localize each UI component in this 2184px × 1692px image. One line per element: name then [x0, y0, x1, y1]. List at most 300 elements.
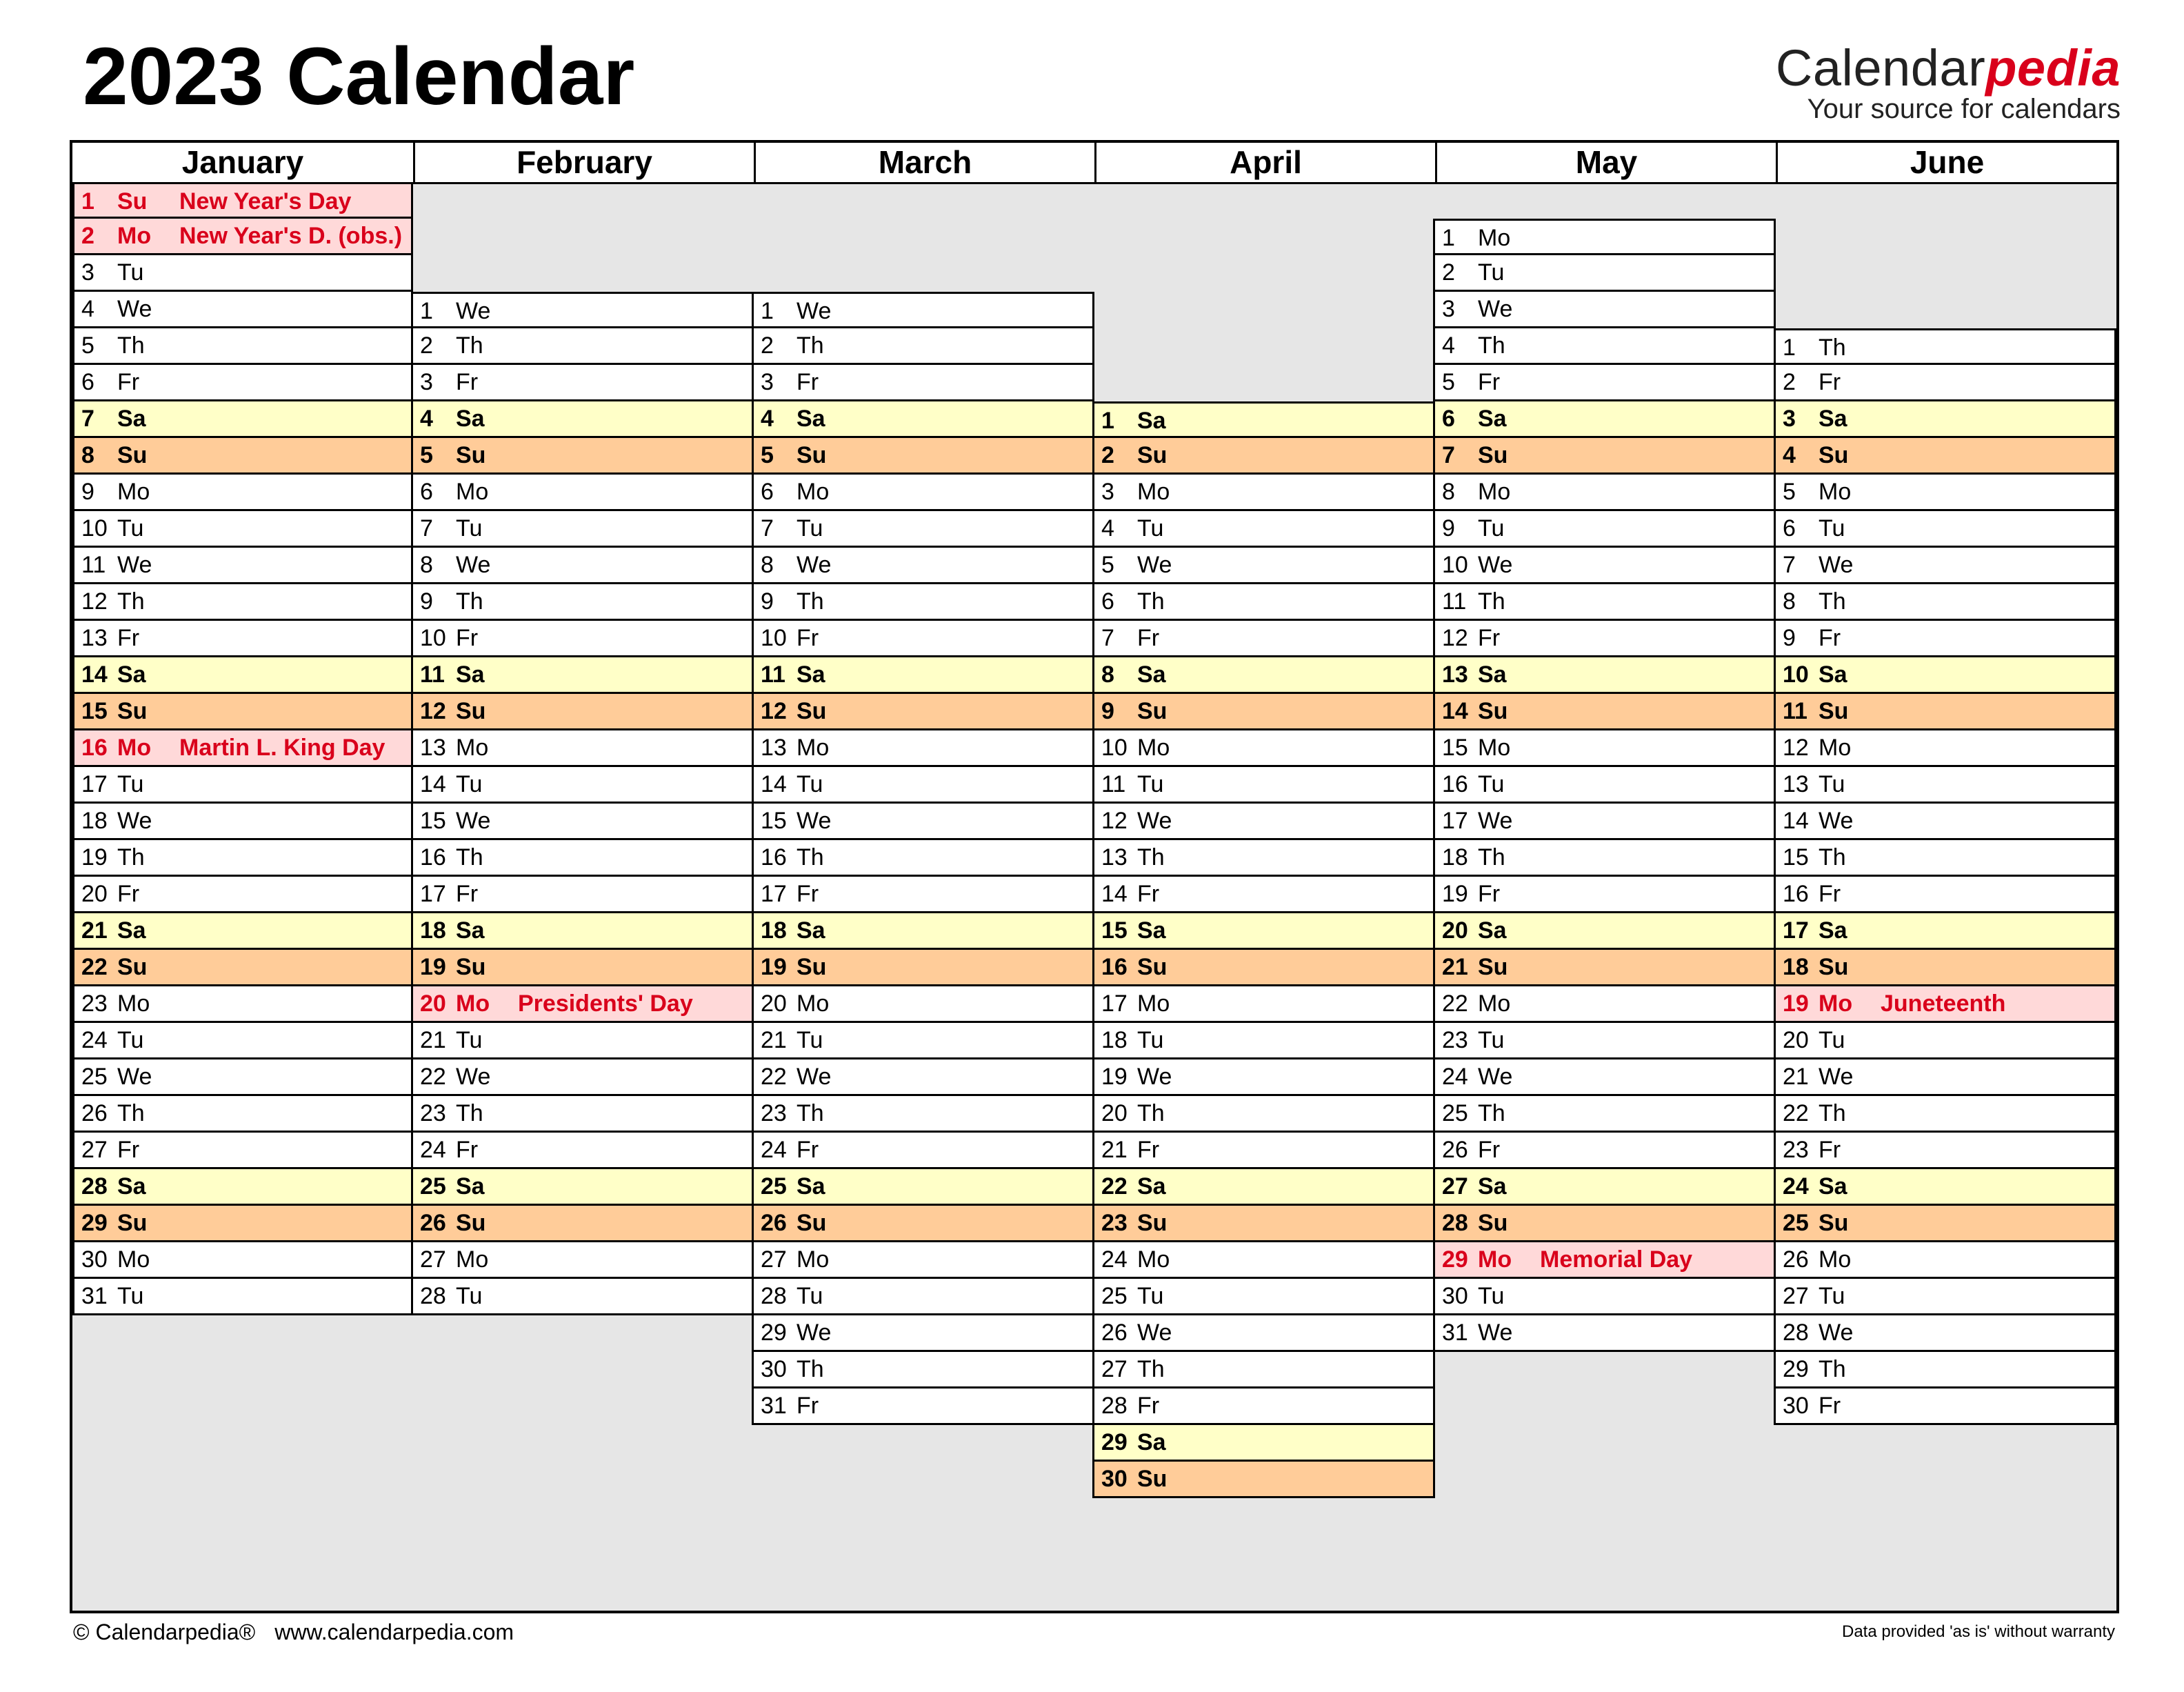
weekday-label: Su — [1137, 954, 1168, 980]
day-number: 17 — [81, 771, 108, 797]
day-number: 29 — [1101, 1429, 1128, 1455]
day-number: 16 — [81, 735, 108, 761]
day-row — [1774, 1350, 2116, 1389]
day-row — [752, 509, 1094, 548]
day-number: 2 — [761, 332, 774, 359]
weekday-label: Mo — [1478, 479, 1511, 505]
weekday-label: Th — [456, 588, 483, 615]
day-number: 8 — [761, 552, 774, 578]
weekday-label: Mo — [456, 991, 490, 1017]
day-row — [752, 1386, 1094, 1425]
day-number: 14 — [420, 771, 446, 797]
weekday-label: Th — [1478, 332, 1505, 359]
weekday-label: Fr — [1137, 625, 1160, 651]
day-row — [411, 399, 754, 438]
day-number: 23 — [81, 991, 108, 1017]
day-number: 4 — [1442, 332, 1455, 359]
day-number: 9 — [761, 588, 774, 615]
day-row — [1092, 1350, 1435, 1389]
weekday-label: Sa — [456, 661, 485, 688]
day-number: 10 — [1783, 661, 1809, 688]
day-row — [1774, 363, 2116, 401]
weekday-label: Th — [456, 844, 483, 870]
weekday-label: Fr — [1819, 1137, 1841, 1163]
day-number: 22 — [1101, 1173, 1128, 1200]
weekday-label: Mo — [1819, 479, 1852, 505]
day-number: 17 — [1783, 917, 1809, 944]
weekday-label: Mo — [456, 1246, 489, 1273]
day-number: 23 — [1101, 1210, 1128, 1236]
day-row — [411, 1021, 754, 1059]
weekday-label: Mo — [1478, 1246, 1512, 1273]
day-number: 6 — [1101, 588, 1114, 615]
day-row — [1774, 948, 2116, 986]
day-number: 8 — [81, 442, 94, 468]
day-number: 28 — [81, 1173, 108, 1200]
day-number: 26 — [420, 1210, 446, 1236]
weekday-label: We — [1478, 808, 1513, 834]
footer-disclaimer: Data provided 'as is' without warranty — [1841, 1622, 2115, 1641]
day-row — [752, 838, 1094, 877]
day-number: 27 — [81, 1137, 108, 1163]
day-number: 17 — [1442, 808, 1468, 834]
weekday-label: Su — [1819, 954, 1849, 980]
day-row — [72, 911, 413, 950]
holiday-name: Juneteenth — [1881, 991, 2006, 1017]
day-number: 17 — [420, 881, 446, 907]
weekday-label: Su — [797, 954, 827, 980]
day-number: 26 — [1783, 1246, 1809, 1273]
day-row — [1433, 1167, 1776, 1206]
weekday-label: Su — [1478, 1210, 1508, 1236]
day-number: 12 — [1442, 625, 1468, 651]
weekday-label: Sa — [456, 1173, 485, 1200]
day-number: 13 — [1442, 661, 1468, 688]
weekday-label: Fr — [797, 625, 819, 651]
weekday-label: Fr — [1478, 1137, 1501, 1163]
day-row — [1774, 582, 2116, 621]
day-row — [1433, 1313, 1776, 1352]
weekday-label: Th — [1137, 1356, 1165, 1382]
day-row — [1092, 1094, 1435, 1133]
day-row — [1433, 838, 1776, 877]
weekday-label: Fr — [1137, 1137, 1160, 1163]
day-number: 22 — [81, 954, 108, 980]
day-row — [72, 326, 413, 365]
weekday-label: Th — [117, 588, 145, 615]
weekday-label: Su — [456, 698, 486, 724]
weekday-label: Th — [1137, 1100, 1165, 1126]
day-row — [752, 363, 1094, 401]
weekday-label: Sa — [117, 917, 146, 944]
weekday-label: Fr — [456, 1137, 479, 1163]
day-row — [72, 619, 413, 657]
day-row — [1433, 1057, 1776, 1096]
weekday-label: We — [1137, 1320, 1172, 1346]
weekday-label: Tu — [797, 1283, 823, 1309]
day-row — [1092, 509, 1435, 548]
day-row — [1433, 728, 1776, 767]
day-row — [72, 984, 413, 1023]
weekday-label: Su — [1819, 442, 1849, 468]
day-row — [1092, 802, 1435, 840]
day-row — [752, 765, 1094, 804]
day-number: 6 — [420, 479, 433, 505]
day-row — [752, 984, 1094, 1023]
day-row — [1092, 582, 1435, 621]
day-number: 28 — [1101, 1393, 1128, 1419]
day-row — [1774, 765, 2116, 804]
day-row — [72, 948, 413, 986]
day-number: 18 — [1783, 954, 1809, 980]
day-row — [752, 1277, 1094, 1315]
day-row — [1774, 1277, 2116, 1315]
day-row — [752, 1240, 1094, 1279]
day-number: 3 — [81, 259, 94, 286]
day-number: 18 — [1442, 844, 1468, 870]
copyright-text: © Calendarpedia® — [73, 1620, 256, 1644]
weekday-label: Mo — [1137, 991, 1170, 1017]
day-number: 10 — [420, 625, 446, 651]
day-row — [1092, 1131, 1435, 1169]
day-number: 21 — [81, 917, 108, 944]
day-row — [72, 802, 413, 840]
day-row — [1433, 363, 1776, 401]
day-number: 8 — [1783, 588, 1796, 615]
day-number: 16 — [1783, 881, 1809, 907]
day-row — [752, 911, 1094, 950]
day-row — [1774, 692, 2116, 730]
day-number: 11 — [81, 552, 106, 578]
day-row — [411, 911, 754, 950]
day-number: 11 — [761, 661, 785, 688]
day-row — [1092, 765, 1435, 804]
day-number: 12 — [1783, 735, 1809, 761]
day-row — [752, 436, 1094, 475]
day-number: 10 — [1101, 735, 1128, 761]
weekday-label: We — [456, 552, 491, 578]
day-number: 10 — [1442, 552, 1468, 578]
day-row — [72, 1131, 413, 1169]
day-row — [1092, 984, 1435, 1023]
weekday-label: Sa — [1137, 917, 1166, 944]
weekday-label: Tu — [1819, 1283, 1845, 1309]
weekday-label: Th — [1478, 844, 1505, 870]
weekday-label: Sa — [1478, 917, 1507, 944]
day-row — [1092, 655, 1435, 694]
day-number: 11 — [420, 661, 445, 688]
day-number: 30 — [81, 1246, 108, 1273]
day-number: 13 — [81, 625, 108, 651]
day-number: 2 — [1442, 259, 1455, 286]
day-row — [411, 363, 754, 401]
day-row — [72, 217, 413, 255]
weekday-label: Su — [117, 954, 148, 980]
day-row — [1433, 1240, 1776, 1279]
day-row — [1092, 546, 1435, 584]
weekday-label: Tu — [456, 771, 483, 797]
day-row — [72, 655, 413, 694]
day-number: 29 — [1442, 1246, 1468, 1273]
day-number: 13 — [761, 735, 787, 761]
day-number: 31 — [81, 1283, 108, 1309]
day-row — [1433, 1131, 1776, 1169]
day-row — [1433, 619, 1776, 657]
day-number: 12 — [420, 698, 446, 724]
weekday-label: We — [1819, 808, 1854, 834]
weekday-label: Fr — [1137, 1393, 1160, 1419]
day-number: 20 — [1783, 1027, 1809, 1053]
weekday-label: Sa — [1137, 1173, 1166, 1200]
day-number: 15 — [1442, 735, 1468, 761]
weekday-label: Sa — [1819, 1173, 1847, 1200]
day-row — [1433, 546, 1776, 584]
day-number: 7 — [1783, 552, 1796, 578]
weekday-label: Fr — [117, 881, 140, 907]
weekday-label: We — [117, 808, 152, 834]
weekday-label: We — [1137, 552, 1172, 578]
day-row — [1433, 219, 1776, 257]
weekday-label: Tu — [1137, 515, 1164, 541]
weekday-label: Th — [456, 1100, 483, 1126]
weekday-label: Tu — [456, 1027, 483, 1053]
weekday-label: Th — [797, 1356, 824, 1382]
day-number: 2 — [1783, 369, 1796, 395]
day-row — [1774, 436, 2116, 475]
weekday-label: Su — [797, 1210, 827, 1236]
weekday-label: Sa — [1478, 1173, 1507, 1200]
day-row — [72, 182, 413, 221]
day-row — [1774, 655, 2116, 694]
weekday-label: Fr — [797, 881, 819, 907]
weekday-label: We — [1478, 552, 1513, 578]
weekday-label: Fr — [1819, 369, 1841, 395]
day-number: 5 — [1101, 552, 1114, 578]
day-number: 11 — [1783, 698, 1807, 724]
brand-tagline: Your source for calendars — [1807, 94, 2121, 124]
weekday-label: Th — [456, 332, 483, 359]
weekday-label: Sa — [117, 661, 146, 688]
weekday-label: We — [797, 298, 832, 324]
weekday-label: Fr — [456, 369, 479, 395]
day-row — [1774, 838, 2116, 877]
day-number: 8 — [420, 552, 433, 578]
day-number: 14 — [81, 661, 108, 688]
day-row — [1092, 728, 1435, 767]
day-number: 11 — [1442, 588, 1467, 615]
day-row — [411, 582, 754, 621]
weekday-label: Mo — [1478, 991, 1511, 1017]
weekday-label: Tu — [117, 259, 144, 286]
weekday-label: Th — [1819, 844, 1846, 870]
day-row — [1433, 875, 1776, 913]
day-row — [752, 1094, 1094, 1133]
weekday-label: Tu — [797, 515, 823, 541]
day-row — [72, 728, 413, 767]
weekday-label: Sa — [797, 406, 825, 432]
weekday-label: Th — [1819, 1100, 1846, 1126]
weekday-label: Su — [117, 188, 148, 215]
day-number: 14 — [1101, 881, 1128, 907]
day-number: 11 — [1101, 771, 1126, 797]
weekday-label: We — [1137, 1064, 1172, 1090]
day-row — [1774, 1131, 2116, 1169]
weekday-label: Th — [797, 332, 824, 359]
weekday-label: We — [117, 1064, 152, 1090]
day-row — [752, 582, 1094, 621]
day-number: 16 — [1442, 771, 1468, 797]
weekday-label: Tu — [117, 515, 144, 541]
weekday-label: Tu — [117, 1027, 144, 1053]
day-number: 21 — [1101, 1137, 1128, 1163]
footer-link[interactable]: www.calendarpedia.com — [274, 1620, 514, 1644]
day-row — [411, 619, 754, 657]
holiday-name: New Year's D. (obs.) — [179, 223, 403, 249]
weekday-label: Tu — [1137, 771, 1164, 797]
weekday-label: Sa — [797, 1173, 825, 1200]
weekday-label: Su — [797, 442, 827, 468]
weekday-label: Su — [1137, 1466, 1168, 1492]
day-row — [411, 472, 754, 511]
day-number: 1 — [1442, 225, 1455, 251]
weekday-label: Fr — [1478, 369, 1501, 395]
day-number: 19 — [1101, 1064, 1128, 1090]
day-number: 25 — [81, 1064, 108, 1090]
brand-logo[interactable] — [1775, 39, 2121, 124]
day-row — [72, 1094, 413, 1133]
day-row — [1433, 290, 1776, 328]
day-number: 19 — [1442, 881, 1468, 907]
day-row — [1092, 1386, 1435, 1425]
weekday-label: Su — [1137, 442, 1168, 468]
weekday-label: Mo — [1137, 479, 1170, 505]
day-row — [411, 1094, 754, 1133]
day-row — [1433, 326, 1776, 365]
day-number: 10 — [81, 515, 108, 541]
day-number: 7 — [1442, 442, 1455, 468]
weekday-label: Sa — [1819, 917, 1847, 944]
day-row — [411, 728, 754, 767]
day-row — [1774, 546, 2116, 584]
weekday-label: Mo — [117, 479, 150, 505]
day-number: 6 — [81, 369, 94, 395]
calendar-grid — [70, 140, 2119, 1613]
day-number: 26 — [1442, 1137, 1468, 1163]
weekday-label: Mo — [797, 735, 830, 761]
day-row — [411, 1240, 754, 1279]
day-number: 30 — [761, 1356, 787, 1382]
day-number: 25 — [1101, 1283, 1128, 1309]
weekday-label: Tu — [797, 771, 823, 797]
day-number: 1 — [1101, 408, 1114, 434]
weekday-label: Th — [797, 844, 824, 870]
weekday-label: Sa — [1137, 1429, 1166, 1455]
day-row — [1092, 875, 1435, 913]
weekday-label: Sa — [1819, 406, 1847, 432]
day-number: 1 — [1783, 335, 1796, 361]
day-row — [752, 292, 1094, 330]
day-row — [1092, 1423, 1435, 1462]
weekday-label: Mo — [1819, 735, 1852, 761]
day-row — [411, 1277, 754, 1315]
day-row — [1433, 1094, 1776, 1133]
day-row — [1433, 399, 1776, 438]
day-number: 28 — [761, 1283, 787, 1309]
holiday-name: Presidents' Day — [518, 991, 693, 1017]
weekday-label: Su — [1137, 1210, 1168, 1236]
weekday-label: Fr — [117, 369, 140, 395]
day-row — [72, 692, 413, 730]
month-header-row — [72, 143, 2116, 184]
day-number: 3 — [1783, 406, 1796, 432]
weekday-label: Fr — [797, 1137, 819, 1163]
day-row — [72, 1167, 413, 1206]
day-number: 17 — [761, 881, 787, 907]
day-number: 20 — [420, 991, 446, 1017]
weekday-label: Th — [1137, 588, 1165, 615]
weekday-label: Tu — [117, 1283, 144, 1309]
day-number: 31 — [761, 1393, 787, 1419]
holiday-name: New Year's Day — [179, 188, 352, 215]
day-row — [1092, 948, 1435, 986]
day-row — [1092, 838, 1435, 877]
day-number: 18 — [761, 917, 787, 944]
day-number: 13 — [1783, 771, 1809, 797]
weekday-label: We — [456, 1064, 491, 1090]
weekday-label: Th — [117, 844, 145, 870]
day-number: 21 — [761, 1027, 787, 1053]
weekday-label: We — [456, 808, 491, 834]
day-number: 19 — [420, 954, 446, 980]
weekday-label: Mo — [797, 479, 830, 505]
weekday-label: Fr — [1819, 881, 1841, 907]
day-number: 3 — [1442, 296, 1455, 322]
day-number: 2 — [1101, 442, 1114, 468]
day-number: 26 — [1101, 1320, 1128, 1346]
day-row — [1774, 1167, 2116, 1206]
day-number: 20 — [1101, 1100, 1128, 1126]
day-number: 3 — [420, 369, 433, 395]
weekday-label: Su — [1478, 442, 1508, 468]
weekday-label: Th — [117, 1100, 145, 1126]
day-row — [752, 875, 1094, 913]
day-row — [1092, 692, 1435, 730]
day-row — [1774, 728, 2116, 767]
day-row — [1433, 1204, 1776, 1242]
day-row — [1092, 1021, 1435, 1059]
day-number: 7 — [420, 515, 433, 541]
weekday-label: We — [797, 1064, 832, 1090]
day-number: 23 — [1783, 1137, 1809, 1163]
day-number: 29 — [1783, 1356, 1809, 1382]
day-row — [1092, 1240, 1435, 1279]
day-row — [72, 436, 413, 475]
day-number: 30 — [1783, 1393, 1809, 1419]
day-row — [72, 253, 413, 292]
day-number: 27 — [1101, 1356, 1128, 1382]
day-row — [1774, 875, 2116, 913]
weekday-label: Mo — [1137, 1246, 1170, 1273]
weekday-label: Su — [117, 698, 148, 724]
day-row — [1774, 911, 2116, 950]
day-row — [1092, 911, 1435, 950]
day-row — [752, 802, 1094, 840]
day-number: 5 — [420, 442, 433, 468]
day-number: 4 — [1783, 442, 1796, 468]
weekday-label: Tu — [1137, 1027, 1164, 1053]
day-row — [72, 1021, 413, 1059]
day-number: 10 — [761, 625, 787, 651]
